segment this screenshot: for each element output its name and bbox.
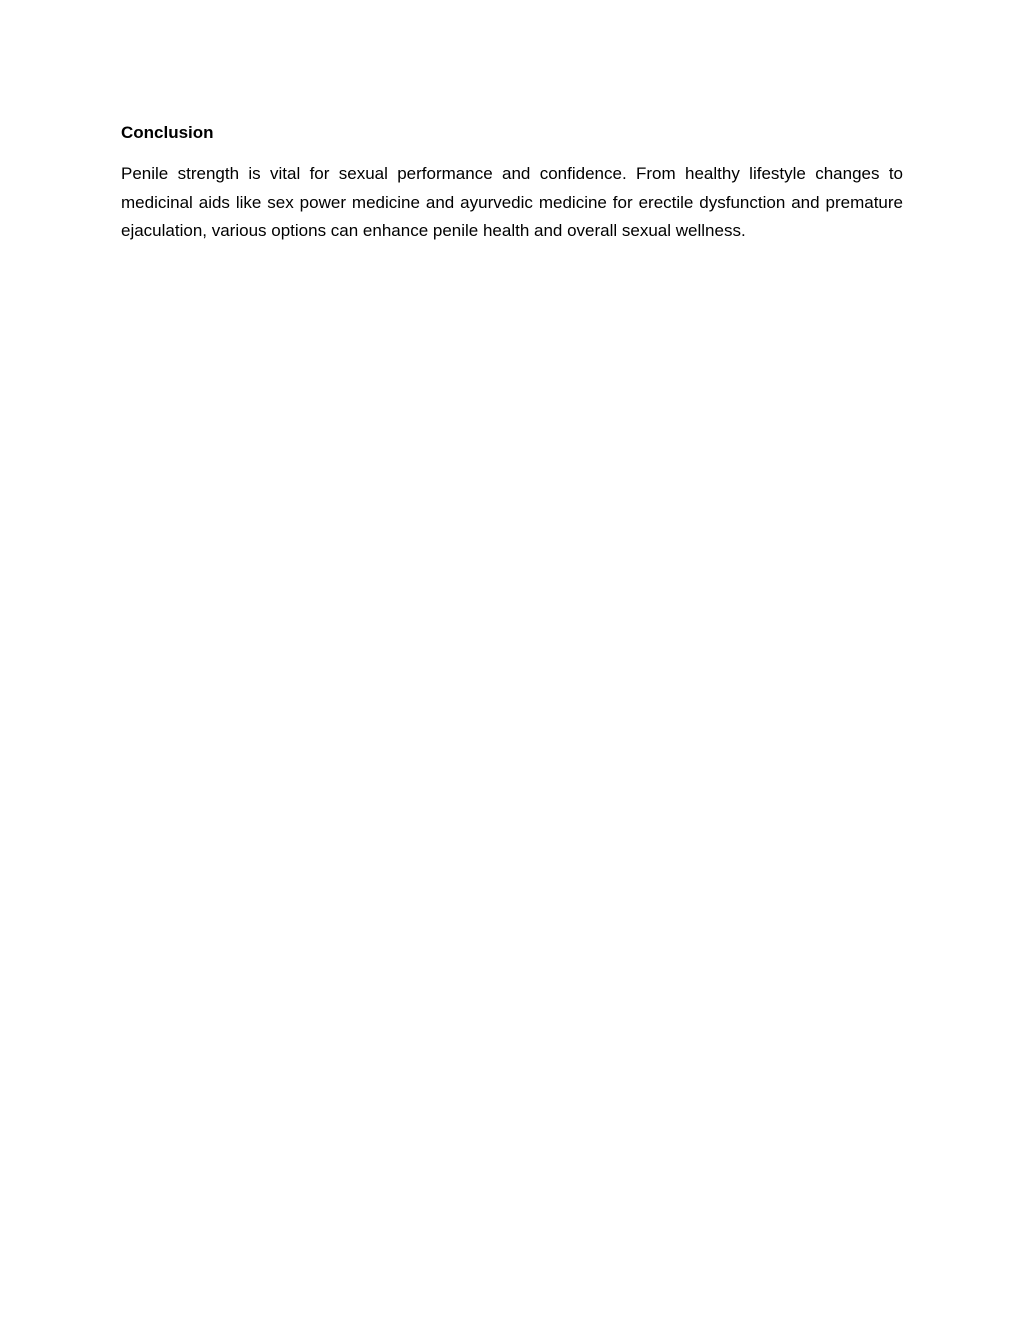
body-paragraph: Penile strength is vital for sexual performance and confidence. From healthy lifestyle changes to medicinal aids like sex power medicine and ayurvedic medicine for erectile dysfunction and premature ejaculation, various options can enhance penile health and overall sexual wellness. — [121, 164, 903, 240]
section-heading: Conclusion — [121, 123, 214, 142]
document-content — [121, 120, 903, 246]
